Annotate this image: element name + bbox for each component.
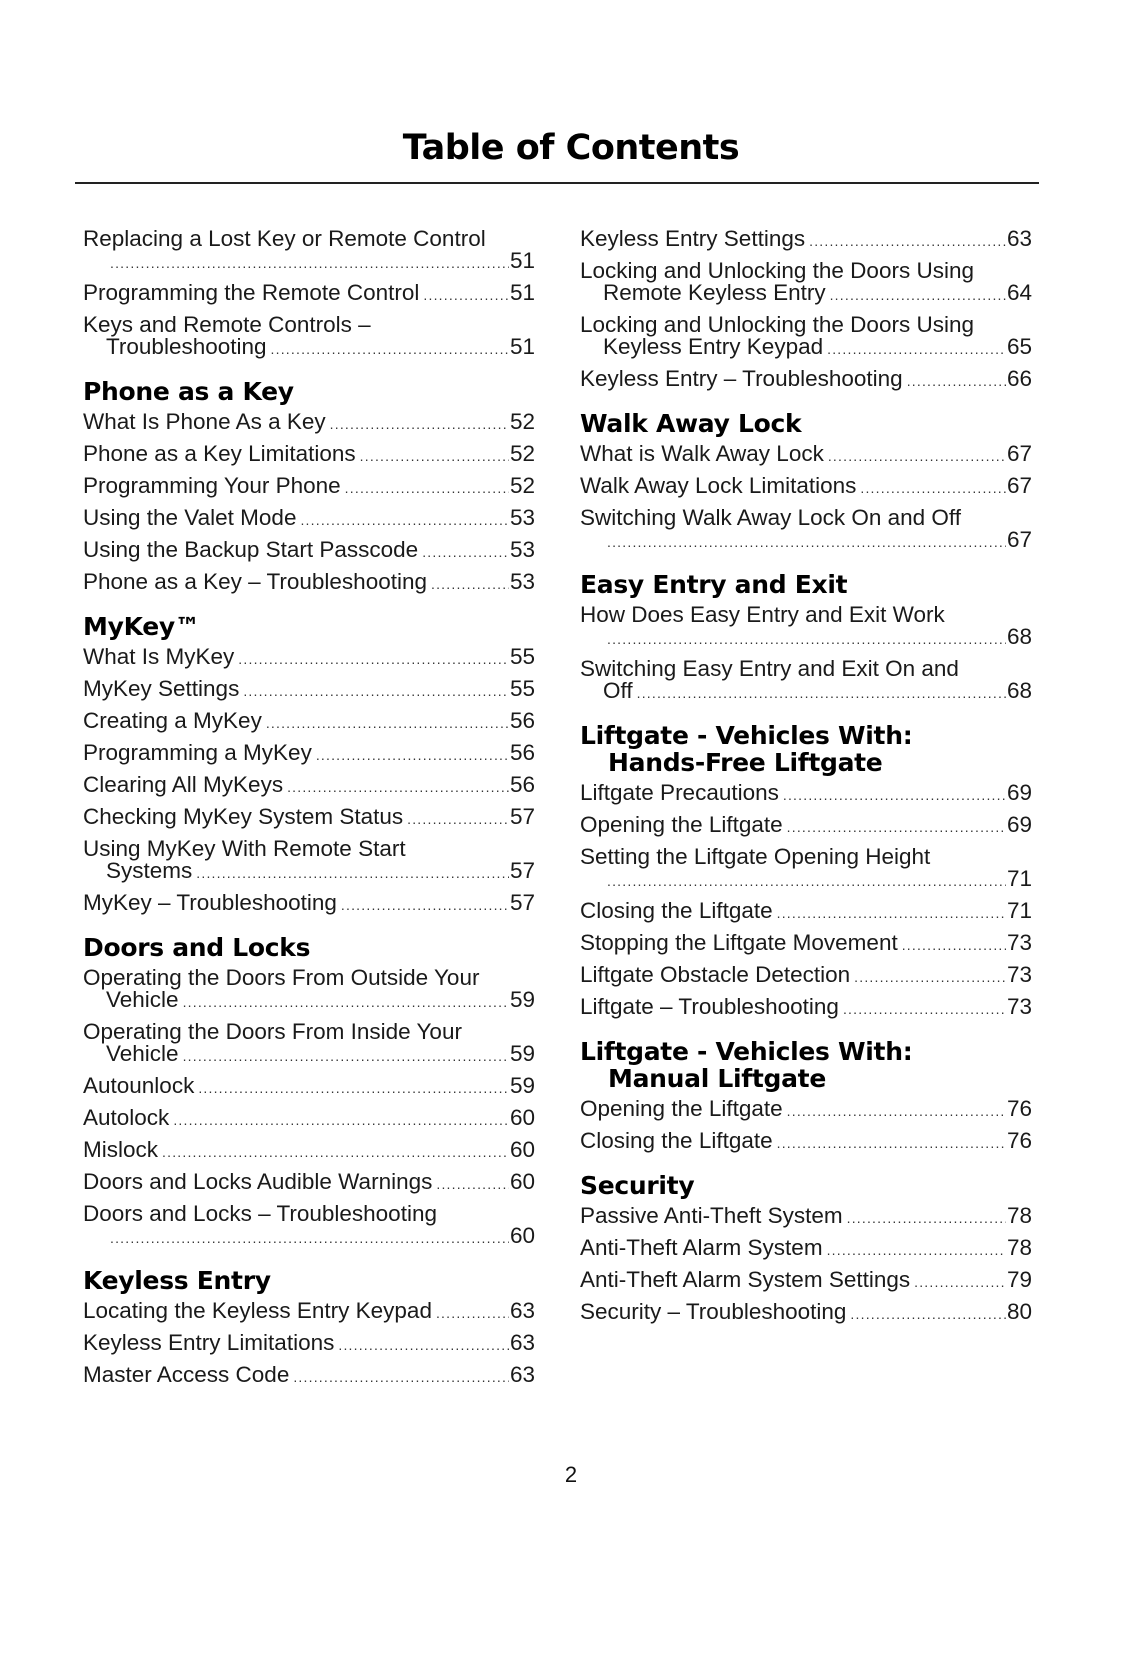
dot-leader (407, 808, 509, 830)
section-heading-text: Easy Entry and Exit (580, 570, 848, 599)
dot-leader (243, 680, 509, 702)
dot-leader (854, 966, 1006, 988)
entry-title: Liftgate Obstacle Detection (580, 962, 851, 987)
entry-page-number: 79 (1006, 1267, 1032, 1292)
dot-leader (287, 776, 509, 798)
dot-leader (316, 744, 509, 766)
dot-leader (300, 509, 509, 531)
section-heading-text: Liftgate - Vehicles With: (580, 1037, 913, 1066)
dot-leader (341, 894, 509, 916)
entry-page-number: 76 (1006, 1128, 1032, 1153)
toc-entry-what-is-walk-away-lock[interactable] (580, 443, 1032, 467)
entry-page-number: 59 (509, 987, 535, 1012)
dot-leader (345, 477, 509, 499)
toc-entry-checking-mykey-system-status[interactable] (83, 806, 535, 830)
dot-leader (173, 1109, 509, 1131)
entry-title-continuation: Off (603, 678, 633, 703)
toc-left-column (83, 228, 535, 1396)
dot-leader (607, 870, 1006, 892)
toc-entry-using-the-backup-start-passcode[interactable] (83, 539, 535, 563)
entry-page-number: 65 (1006, 334, 1032, 359)
entry-title: Keyless Entry – Troubleshooting (580, 366, 903, 391)
dot-leader (423, 284, 509, 306)
entry-title: Doors and Locks Audible Warnings (83, 1169, 433, 1194)
entry-title-continuation: Remote Keyless Entry (603, 280, 826, 305)
dot-leader (787, 1100, 1006, 1122)
toc-entry-liftgate-obstacle-detection[interactable] (580, 964, 1032, 988)
entry-title: What Is Phone As a Key (83, 409, 326, 434)
dot-leader (843, 998, 1006, 1020)
entry-title: How Does Easy Entry and Exit Work (580, 602, 945, 627)
toc-entry-closing-the-liftgate[interactable] (580, 900, 1032, 924)
entry-title: Phone as a Key – Troubleshooting (83, 569, 427, 594)
entry-title: Setting the Liftgate Opening Height (580, 844, 931, 869)
toc-entry-mislock[interactable] (83, 1139, 535, 1163)
section-heading-doors-and-locks (83, 934, 535, 961)
entry-page-number: 60 (509, 1169, 535, 1194)
entry-title: Creating a MyKey (83, 708, 262, 733)
toc-entry-anti-theft-alarm-system-settings[interactable] (580, 1269, 1032, 1293)
entry-title: Programming the Remote Control (83, 280, 420, 305)
entry-page-number: 63 (509, 1298, 535, 1323)
dot-leader (847, 1207, 1006, 1229)
entry-title: Operating the Doors From Inside Your (83, 1019, 462, 1044)
entry-page-number: 57 (509, 804, 535, 829)
entry-title: Switching Walk Away Lock On and Off (580, 505, 962, 530)
toc-entry-liftgate-precautions[interactable] (580, 782, 1032, 806)
entry-page-number: 63 (1006, 226, 1032, 251)
toc-entry-doors-and-locks-audible-warnings[interactable] (83, 1171, 535, 1195)
toc-entry-operating-the-doors-from-outside-your-vehicle[interactable] (83, 967, 535, 1013)
entry-title: Using the Backup Start Passcode (83, 537, 419, 562)
entry-title: Locking and Unlocking the Doors Using (580, 258, 974, 283)
section-heading-mykey (83, 613, 535, 640)
entry-title: Anti-Theft Alarm System Settings (580, 1267, 911, 1292)
entry-page-number: 60 (509, 1223, 535, 1248)
entry-title: Keyless Entry Limitations (83, 1330, 335, 1355)
dot-leader (436, 1302, 509, 1324)
entry-title: Opening the Liftgate (580, 812, 783, 837)
entry-page-number: 73 (1006, 930, 1032, 955)
dot-leader (183, 1045, 509, 1067)
toc-entry-using-the-valet-mode[interactable] (83, 507, 535, 531)
toc-entry-programming-a-mykey[interactable] (83, 742, 535, 766)
entry-page-number: 51 (509, 334, 535, 359)
page-number: 2 (564, 1462, 578, 1487)
section-heading-easy-entry-and-exit (580, 571, 1032, 598)
entry-title-continuation: Vehicle (106, 1041, 179, 1066)
dot-leader (809, 230, 1006, 252)
entry-page-number: 59 (509, 1041, 535, 1066)
entry-title: Locating the Keyless Entry Keypad (83, 1298, 432, 1323)
entry-title: Programming a MyKey (83, 740, 312, 765)
dot-leader (431, 573, 509, 595)
section-heading-text: Security (580, 1171, 695, 1200)
entry-page-number: 71 (1006, 866, 1032, 891)
section-heading-liftgate-vehicles-with-manual-liftgate (580, 1038, 1032, 1092)
section-heading-text: Keyless Entry (83, 1266, 271, 1295)
toc-entry-passive-anti-theft-system[interactable] (580, 1205, 1032, 1229)
entry-title: Replacing a Lost Key or Remote Control (83, 226, 486, 251)
entry-title: Phone as a Key Limitations (83, 441, 356, 466)
entry-title: What Is MyKey (83, 644, 235, 669)
toc-entry-closing-the-liftgate[interactable] (580, 1130, 1032, 1154)
title-divider (75, 182, 1039, 184)
entry-page-number: 60 (509, 1137, 535, 1162)
dot-leader (110, 252, 509, 274)
dot-leader (110, 1227, 509, 1249)
entry-title: Liftgate – Troubleshooting (580, 994, 839, 1019)
dot-leader (827, 1239, 1006, 1261)
section-heading-security (580, 1172, 1032, 1199)
entry-page-number: 60 (509, 1105, 535, 1130)
toc-entry-locking-and-unlocking-the-doors-using-remote-keyless-entry[interactable] (580, 260, 1032, 306)
entry-page-number: 53 (509, 537, 535, 562)
entry-title: Locking and Unlocking the Doors Using (580, 312, 974, 337)
entry-title: Using MyKey With Remote Start (83, 836, 406, 861)
dot-leader (162, 1141, 509, 1163)
entry-page-number: 56 (509, 740, 535, 765)
toc-entry-keyless-entry-limitations[interactable] (83, 1332, 535, 1356)
entry-page-number: 52 (509, 441, 535, 466)
toc-entry-doors-and-locks-troubleshooting[interactable] (83, 1203, 535, 1249)
entry-page-number: 56 (509, 772, 535, 797)
dot-leader (827, 338, 1006, 360)
entry-title: Autolock (83, 1105, 170, 1130)
toc-entry-replacing-a-lost-key-or-remote-control[interactable] (83, 228, 535, 274)
entry-title: Clearing All MyKeys (83, 772, 284, 797)
section-heading-phone-as-a-key (83, 378, 535, 405)
entry-title: What is Walk Away Lock (580, 441, 824, 466)
toc-entry-what-is-mykey[interactable] (83, 646, 535, 670)
toc-entry-using-mykey-with-remote-start-systems[interactable] (83, 838, 535, 884)
entry-page-number: 78 (1006, 1235, 1032, 1260)
entry-title: Passive Anti-Theft System (580, 1203, 843, 1228)
entry-title: Doors and Locks – Troubleshooting (83, 1201, 437, 1226)
dot-leader (422, 541, 509, 563)
dot-leader (907, 370, 1006, 392)
entry-title: Closing the Liftgate (580, 1128, 773, 1153)
entry-page-number: 63 (509, 1330, 535, 1355)
entry-page-number: 57 (509, 858, 535, 883)
dot-leader (196, 862, 509, 884)
dot-leader (436, 1173, 509, 1195)
entry-title-continuation: Systems (106, 858, 193, 883)
toc-entry-keys-and-remote-controls-troubleshooting[interactable] (83, 314, 535, 360)
section-heading-text: MyKey™ (83, 612, 200, 641)
dot-leader (783, 784, 1006, 806)
entry-page-number: 73 (1006, 962, 1032, 987)
toc-entry-locating-the-keyless-entry-keypad[interactable] (83, 1300, 535, 1324)
toc-entry-what-is-phone-as-a-key[interactable] (83, 411, 535, 435)
dot-leader (607, 628, 1006, 650)
dot-leader (828, 445, 1006, 467)
toc-entry-operating-the-doors-from-inside-your-vehicle[interactable] (83, 1021, 535, 1067)
toc-entry-master-access-code[interactable] (83, 1364, 535, 1388)
entry-page-number: 69 (1006, 780, 1032, 805)
toc-entry-switching-easy-entry-and-exit-on-and-off[interactable] (580, 658, 1032, 704)
dot-leader (183, 991, 509, 1013)
entry-page-number: 73 (1006, 994, 1032, 1019)
entry-page-number: 80 (1006, 1299, 1032, 1324)
entry-page-number: 78 (1006, 1203, 1032, 1228)
entry-page-number: 57 (509, 890, 535, 915)
entry-title: Switching Easy Entry and Exit On and (580, 656, 959, 681)
section-heading-text: Walk Away Lock (580, 409, 802, 438)
dot-leader (777, 902, 1006, 924)
entry-page-number: 68 (1006, 678, 1032, 703)
toc-entry-creating-a-mykey[interactable] (83, 710, 535, 734)
entry-title: Operating the Doors From Outside Your (83, 965, 480, 990)
dot-leader (637, 682, 1006, 704)
entry-page-number: 51 (509, 280, 535, 305)
toc-entry-walk-away-lock-limitations[interactable] (580, 475, 1032, 499)
entry-title: Stopping the Liftgate Movement (580, 930, 898, 955)
dot-leader (850, 1303, 1006, 1325)
dot-leader (860, 477, 1006, 499)
dot-leader (330, 413, 509, 435)
entry-page-number: 64 (1006, 280, 1032, 305)
toc-entry-autounlock[interactable] (83, 1075, 535, 1099)
toc-entry-keyless-entry-troubleshooting[interactable] (580, 368, 1032, 392)
toc-entry-phone-as-a-key-troubleshooting[interactable] (83, 571, 535, 595)
dot-leader (777, 1132, 1006, 1154)
entry-page-number: 67 (1006, 441, 1032, 466)
entry-title: MyKey Settings (83, 676, 240, 701)
dot-leader (830, 284, 1006, 306)
toc-entry-clearing-all-mykeys[interactable] (83, 774, 535, 798)
entry-page-number: 53 (509, 569, 535, 594)
section-heading-walk-away-lock (580, 410, 1032, 437)
section-heading-continuation: Manual Liftgate (608, 1064, 826, 1093)
entry-title: Master Access Code (83, 1362, 290, 1387)
dot-leader (914, 1271, 1006, 1293)
entry-page-number: 67 (1006, 473, 1032, 498)
section-heading-text: Liftgate - Vehicles With: (580, 721, 913, 750)
dot-leader (360, 445, 509, 467)
entry-page-number: 59 (509, 1073, 535, 1098)
dot-leader (338, 1334, 509, 1356)
toc-entry-switching-walk-away-lock-on-and-off[interactable] (580, 507, 1032, 553)
dot-leader (238, 648, 509, 670)
dot-leader (266, 712, 509, 734)
entry-page-number: 53 (509, 505, 535, 530)
entry-title: Keyless Entry Settings (580, 226, 806, 251)
entry-page-number: 67 (1006, 527, 1032, 552)
entry-title: Mislock (83, 1137, 159, 1162)
entry-title: Programming Your Phone (83, 473, 341, 498)
entry-title: MyKey – Troubleshooting (83, 890, 337, 915)
dot-leader (787, 816, 1006, 838)
entry-title: Closing the Liftgate (580, 898, 773, 923)
entry-title: Walk Away Lock Limitations (580, 473, 857, 498)
toc-entry-phone-as-a-key-limitations[interactable] (83, 443, 535, 467)
entry-title-continuation: Keyless Entry Keypad (603, 334, 824, 359)
toc-entry-programming-your-phone[interactable] (83, 475, 535, 499)
entry-title: Keys and Remote Controls – (83, 312, 371, 337)
dot-leader (293, 1366, 509, 1388)
entry-title: Anti-Theft Alarm System (580, 1235, 823, 1260)
entry-page-number: 68 (1006, 624, 1032, 649)
toc-right-column (580, 228, 1032, 1333)
entry-page-number: 55 (509, 676, 535, 701)
dot-leader (271, 338, 509, 360)
section-heading-text: Phone as a Key (83, 377, 294, 406)
page-title: Table of Contents (402, 128, 740, 168)
entry-page-number: 52 (509, 473, 535, 498)
entry-title: Checking MyKey System Status (83, 804, 404, 829)
entry-page-number: 71 (1006, 898, 1032, 923)
entry-title: Using the Valet Mode (83, 505, 297, 530)
entry-page-number: 56 (509, 708, 535, 733)
entry-title-continuation: Vehicle (106, 987, 179, 1012)
toc-entry-liftgate-troubleshooting[interactable] (580, 996, 1032, 1020)
toc-entry-programming-the-remote-control[interactable] (83, 282, 535, 306)
entry-title-continuation: Troubleshooting (106, 334, 267, 359)
entry-title: Security – Troubleshooting (580, 1299, 847, 1324)
section-heading-text: Doors and Locks (83, 933, 311, 962)
entry-title: Liftgate Precautions (580, 780, 779, 805)
toc-entry-locking-and-unlocking-the-doors-using-keyless-entry-keypad[interactable] (580, 314, 1032, 360)
entry-page-number: 55 (509, 644, 535, 669)
entry-title: Opening the Liftgate (580, 1096, 783, 1121)
dot-leader (198, 1077, 509, 1099)
entry-page-number: 51 (509, 248, 535, 273)
toc-entry-anti-theft-alarm-system[interactable] (580, 1237, 1032, 1261)
entry-title: Autounlock (83, 1073, 195, 1098)
toc-entry-mykey-troubleshooting[interactable] (83, 892, 535, 916)
toc-entry-opening-the-liftgate[interactable] (580, 1098, 1032, 1122)
toc-entry-opening-the-liftgate[interactable] (580, 814, 1032, 838)
toc-entry-how-does-easy-entry-and-exit-work[interactable] (580, 604, 1032, 650)
section-heading-liftgate-vehicles-with-hands-free-liftgate (580, 722, 1032, 776)
entry-page-number: 66 (1006, 366, 1032, 391)
entry-page-number: 69 (1006, 812, 1032, 837)
toc-entry-autolock[interactable] (83, 1107, 535, 1131)
entry-page-number: 63 (509, 1362, 535, 1387)
entry-page-number: 76 (1006, 1096, 1032, 1121)
section-heading-keyless-entry (83, 1267, 535, 1294)
toc-entry-mykey-settings[interactable] (83, 678, 535, 702)
toc-entry-keyless-entry-settings[interactable] (580, 228, 1032, 252)
toc-entry-stopping-the-liftgate-movement[interactable] (580, 932, 1032, 956)
toc-entry-security-troubleshooting[interactable] (580, 1301, 1032, 1325)
section-heading-continuation: Hands-Free Liftgate (608, 748, 883, 777)
dot-leader (607, 531, 1006, 553)
entry-page-number: 52 (509, 409, 535, 434)
dot-leader (902, 934, 1006, 956)
toc-entry-setting-the-liftgate-opening-height[interactable] (580, 846, 1032, 892)
